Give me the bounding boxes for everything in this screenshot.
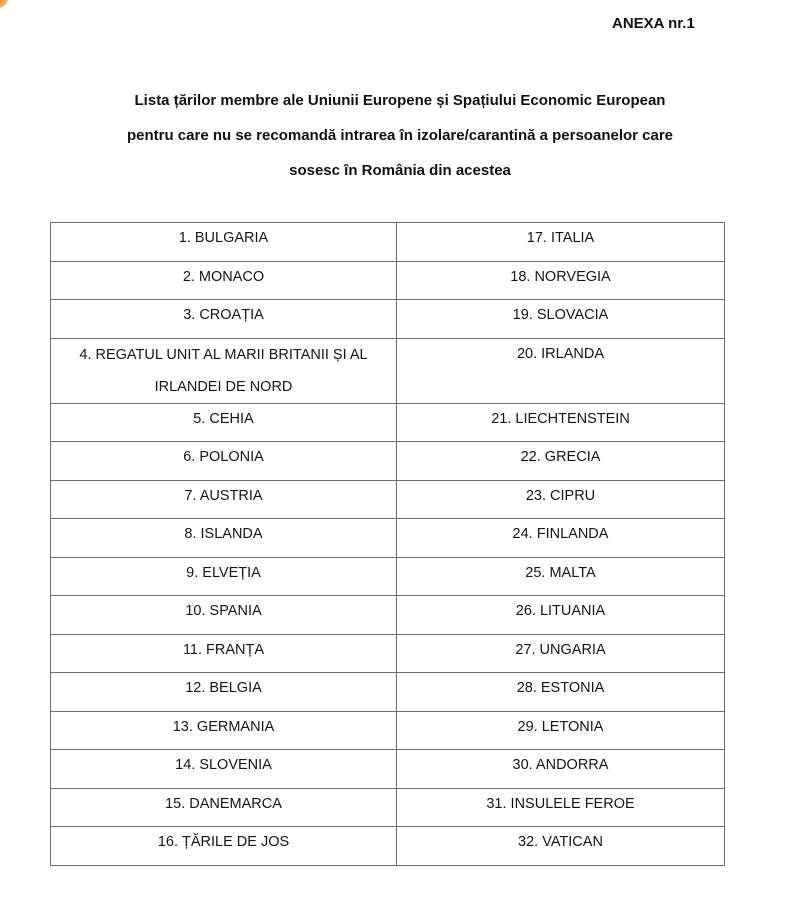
table-row <box>51 750 725 789</box>
country-cell: 31. INSULELE FEROE <box>397 788 725 827</box>
table-row <box>51 338 725 403</box>
table-row <box>51 480 725 519</box>
table-row <box>51 673 725 712</box>
country-cell: 4. REGATUL UNIT AL MARII BRITANII ȘI AL IRLANDEI DE NORD <box>51 338 397 403</box>
table-row <box>51 442 725 481</box>
country-cell: 7. AUSTRIA <box>51 480 397 519</box>
country-cell: 2. MONACO <box>51 261 397 300</box>
table-row <box>51 827 725 866</box>
country-cell: 22. GRECIA <box>397 442 725 481</box>
country-cell: 23. CIPRU <box>397 480 725 519</box>
table-row <box>51 300 725 339</box>
country-cell: 17. ITALIA <box>397 223 725 262</box>
annex-label: ANEXA nr.1 <box>612 15 695 32</box>
country-cell: 8. ISLANDA <box>51 519 397 558</box>
table-row <box>51 557 725 596</box>
country-cell: 10. SPANIA <box>51 596 397 635</box>
table-row <box>51 261 725 300</box>
country-cell: 9. ELVEȚIA <box>51 557 397 596</box>
document-title <box>0 83 800 188</box>
country-cell: 12. BELGIA <box>51 673 397 712</box>
title-line-1: Lista țărilor membre ale Uniunii Europene și Spațiului Economic European <box>134 92 666 109</box>
table-row <box>51 223 725 262</box>
country-cell: 27. UNGARIA <box>397 634 725 673</box>
country-cell: 6. POLONIA <box>51 442 397 481</box>
corner-mark-decoration <box>0 0 8 8</box>
title-line-3: sosesc în România din acestea <box>289 162 511 179</box>
country-cell: 20. IRLANDA <box>397 338 725 403</box>
country-cell: 5. CEHIA <box>51 403 397 442</box>
country-cell: 3. CROAȚIA <box>51 300 397 339</box>
country-cell: 24. FINLANDA <box>397 519 725 558</box>
country-cell: 25. MALTA <box>397 557 725 596</box>
table-row <box>51 788 725 827</box>
country-cell: 32. VATICAN <box>397 827 725 866</box>
country-cell: 21. LIECHTENSTEIN <box>397 403 725 442</box>
country-cell: 11. FRANȚA <box>51 634 397 673</box>
country-cell: 15. DANEMARCA <box>51 788 397 827</box>
country-cell: 28. ESTONIA <box>397 673 725 712</box>
country-cell: 14. SLOVENIA <box>51 750 397 789</box>
country-cell: 18. NORVEGIA <box>397 261 725 300</box>
country-cell: 30. ANDORRA <box>397 750 725 789</box>
country-cell: 19. SLOVACIA <box>397 300 725 339</box>
country-cell: 16. ȚĂRILE DE JOS <box>51 827 397 866</box>
countries-table <box>50 222 725 866</box>
table-row <box>51 519 725 558</box>
country-cell: 1. BULGARIA <box>51 223 397 262</box>
table-row <box>51 403 725 442</box>
table-row <box>51 711 725 750</box>
title-line-2: pentru care nu se recomandă intrarea în izolare/carantină a persoanelor care <box>126 127 674 144</box>
country-cell: 26. LITUANIA <box>397 596 725 635</box>
country-cell: 13. GERMANIA <box>51 711 397 750</box>
table-row <box>51 596 725 635</box>
country-cell: 29. LETONIA <box>397 711 725 750</box>
table-row <box>51 634 725 673</box>
